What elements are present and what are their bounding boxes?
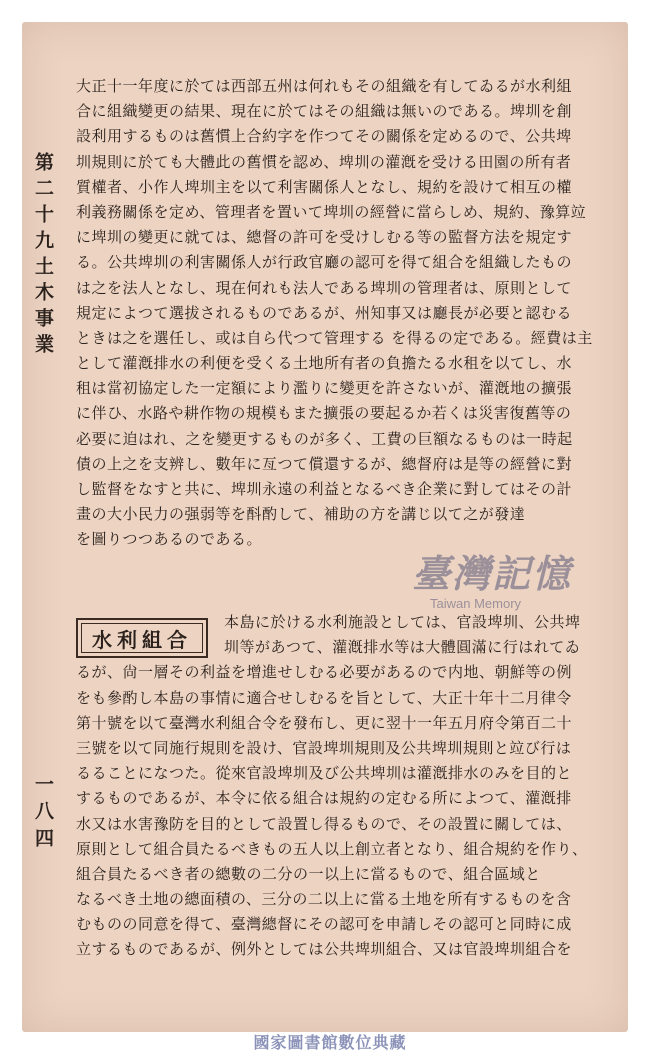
- text-line: 大正十一年度に於ては西部五州は何れもその組織を有してゐるが水利組: [76, 77, 573, 95]
- text-line: 租は當初協定した一定額により濫りに變更を許さないが、灌漑地の擴張: [76, 379, 573, 398]
- text-line: 設利用するものは舊慣上合約字を作つてその關係を定めるので、公共埤: [76, 127, 572, 146]
- library-watermark: 國家圖書館數位典藏: [253, 1033, 407, 1052]
- text-line: る。公共埤圳の利害關係人が行政官廳の認可を得て組合を組織したもの: [76, 253, 573, 272]
- text-line: 質權者、小作人埤圳主を以て利害關係人となし、規約を設けて相互の權: [76, 177, 573, 196]
- text-line: に埤圳の變更に就ては、總督の許可を受けしむる等の監督方法を規定す: [76, 228, 573, 247]
- text-line: 第十號を以て臺灣水利組合令を發布し、更に翌十一年五月府令第百二十: [76, 713, 573, 732]
- text-line: 水又は水害豫防を目的として設置し得るもので、その設置に關しては、: [76, 814, 572, 833]
- text-line: 利義務關係を定め、管理者を置いて埤圳の經營に當らしめ、規約、豫算竝: [76, 202, 587, 221]
- text-line: むものの同意を得て、臺灣總督にその認可を申請しその認可と同時に成: [76, 915, 572, 934]
- text-line: 債の上之を支辨し、數年に亙つて償還するが、總督府は是等の經營に對: [76, 454, 573, 473]
- text-line: るることになつた。從來官設埤圳及び公共埤圳は灌漑排水のみを目的と: [76, 764, 573, 783]
- watermark-logo-text: 臺灣記憶: [412, 551, 573, 596]
- text-line: を圖りつつあるのである。: [76, 530, 263, 549]
- text-line: 原則として組合員たるべきもの五人以上創立者となり、組合規約を作り、: [76, 839, 588, 858]
- section-heading: 水利組合: [76, 618, 208, 658]
- text-line: 三號を以て同施行規則を設け、官設埤圳規則及公共埤圳規則と竝び行は: [76, 738, 572, 757]
- text-line: なるべき土地の總面積の、三分の二以上に當る土地を所有するものを含: [76, 890, 572, 909]
- text-line: は之を法人となし、現在何れも法人である埤圳の管理者は、原則として: [76, 278, 573, 297]
- text-line: として灌漑排水の利便を受くる土地所有者の負擔たる水租を以てし、水: [76, 354, 573, 373]
- chapter-title: 第二十九土木事業: [32, 152, 54, 360]
- text-line: 合に組織變更の結果、現在に於てはその組織は無いのである。埤圳を創: [76, 102, 573, 121]
- text-line: るが、尙一層その利益を增進せしむる必要があるので内地、朝鮮等の例: [76, 663, 573, 682]
- text-line: に伴ひ、水路や耕作物の規模もまた擴張の要起るか若くは災害復舊等の: [76, 404, 572, 423]
- text-line: 立するものであるが、例外としては公共埤圳組合、又は官設埤圳組合を: [76, 940, 573, 959]
- text-line: 組合員たるべき者の總數の二分の一以上に當るもので、組合區域と: [76, 864, 541, 883]
- watermark-subtitle: Taiwan Memory: [430, 596, 522, 611]
- text-line: し監督をなすと共に、埤圳永遠の利益となるべき企業に對してはその計: [76, 480, 573, 498]
- text-line: 必要に迫はれ、之を變更するものが多く、工費の巨額なるものは一時起: [76, 429, 573, 448]
- text-line: 畫の大小民力の强弱等を酙酌して、補助の方を講じ以て之が發達: [76, 505, 526, 524]
- text-line: ときは之を選任し、或は自ら代つて管理する を得るの定である。經費は主: [76, 328, 593, 347]
- text-line: 本島に於ける水利施設としては、官設埤圳、公共埤: [224, 613, 581, 631]
- page-number: 一八四: [32, 774, 54, 855]
- text-line: するものであるが、本令に依る組合は規約の定むる所によつて、灌漑排: [76, 789, 572, 808]
- paragraph-1: [76, 74, 612, 553]
- text-line: をも參酌し本島の事情に適合せしむるを旨として、大正十年十二月律令: [76, 688, 572, 707]
- text-line: 圳規則に於ても大體此の舊慣を認め、埤圳の灌漑を受ける田園の所有者: [76, 152, 572, 171]
- text-line: 規定によつて選拔されるものであるが、州知事又は廳長が必要と認むる: [76, 303, 573, 322]
- text-line: 圳等があつて、灌漑排水等は大體圓滿に行はれてゐ: [224, 638, 581, 657]
- scanned-page: [22, 22, 628, 1032]
- paragraph-2: [76, 610, 612, 963]
